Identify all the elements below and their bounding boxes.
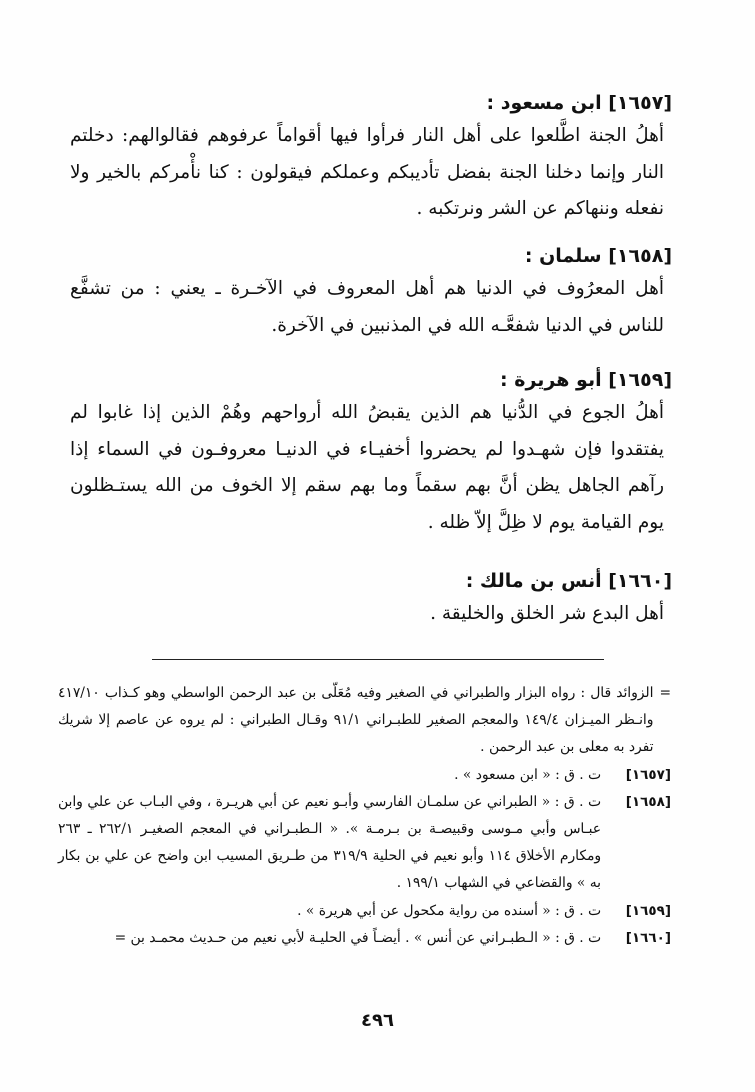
- entry-narrator: أنس بن مالك :: [465, 570, 602, 592]
- entry-narrator: أبو هريرة :: [500, 369, 602, 391]
- footnotes: [58, 680, 671, 952]
- footnote-1659: [58, 898, 671, 925]
- entry-heading: [70, 365, 672, 395]
- entry-text: أهل المعرُوف في الدنيا هم أهل المعروف في الآخـرة ـ يعني : من تشفَّع للناس في الدنيا شفعَّـه الله في المذنبين في الآخرة.: [70, 278, 664, 336]
- entry-1660: [70, 566, 672, 633]
- footnote-text: الزوائد قال : رواه البزار والطبراني في الصغير وفيه مُعَلّى بن عبد الرحمن الواسطي وهو كـذاب ٤١٧/١٠ وانـظر الميـزان ١٤٩/٤ والمعجم الصغير للطبـراني ٩١/١ وقـال الطبراني : لم يروه عن عاصم إلا شريك تفرد به معلى بن عبد الرحمن .: [58, 685, 654, 756]
- footnote-number: [١٦٦٠]: [625, 929, 671, 946]
- footnote-text: ت . ق : « ابن مسعود » .: [454, 766, 601, 783]
- entry-text: أهلُ الجوع في الدُّنيا هم الذين يقبضُ الله أرواحهم وهُمْ الذين إذا غابوا لم يفتقدوا فإن شهـدوا لم يحضروا أخفيـاء في الدنيـا معروفـون في السماء إذا رآهم الجاهل يظن أنَّ بهم سقماً وما بهم سقم إلا الخوف من الله يستـظلون يوم القيامة يوم لا ظِلَّ إلاّ ظله .: [70, 402, 664, 533]
- footnote-1657: [58, 762, 671, 789]
- footnote-text: ت . ق : « الطبراني عن سلمـان الفارسي وأبـو نعيم عن أبي هريـرة ، وفي البـاب عن علي وابن عبـاس وأبي مـوسى وقبيصـة بن بـرمـة ». « الـطبـراني في المعجم الصغيـر ٢٦٢/١ ـ ٢٦٣ ومكارم الأخلاق ١١٤ وأبو نعيم في الحلية ٣١٩/٩ من طـريق المسيب ابن واضح عن علي بن بكار به » والقضاعي في الشهاب ١٩٩/١ .: [58, 793, 601, 892]
- entry-number: [١٦٥٩]: [608, 369, 672, 391]
- footnote-1660: [58, 925, 671, 952]
- entry-heading: [70, 88, 672, 118]
- entry-text: أهلُ الجنة اطَّلعوا على أهل النار فرأوا فيها أقواماً عرفوهم فقالوالهم: دخلتم النار وإنما دخلنا الجنة بفضل تأديبكم وعملكم فيقولون : كنا نأْمركم بالخير ولا نفعله وننهاكم عن الشر ونرتكبه .: [70, 125, 664, 219]
- entry-narrator: ابن مسعود :: [486, 92, 602, 114]
- entry-number: [١٦٥٨]: [608, 245, 672, 267]
- entry-1657: [70, 88, 672, 228]
- entry-1658: [70, 241, 672, 344]
- footnote-text: ت . ق : « الـطبـراني عن أنس » . أيضـاً في الحليـة لأبي نعيم من حـديث محمـد بن =: [114, 929, 601, 946]
- footnote-marker: =: [659, 685, 671, 701]
- entry-number: [١٦٦٠]: [608, 570, 672, 592]
- entry-1659: [70, 365, 672, 541]
- entry-text: أهل البدع شر الخلق والخليقة .: [430, 603, 664, 624]
- entry-heading: [70, 241, 672, 271]
- footnote-divider: [152, 659, 604, 660]
- footnote-number: [١٦٥٩]: [625, 902, 671, 919]
- entry-heading: [70, 566, 672, 596]
- footnote-number: [١٦٥٨]: [625, 793, 671, 810]
- footnote-text: ت . ق : « أسنده من رواية مكحول عن أبي هريرة » .: [297, 902, 601, 919]
- footnote-1658: [58, 789, 671, 898]
- page-number: ٤٩٦: [361, 1010, 394, 1031]
- entry-number: [١٦٥٧]: [608, 92, 672, 114]
- entry-narrator: سلمان :: [524, 245, 602, 267]
- footnote-number: [١٦٥٧]: [625, 766, 671, 783]
- footnote-continuation: [58, 680, 671, 762]
